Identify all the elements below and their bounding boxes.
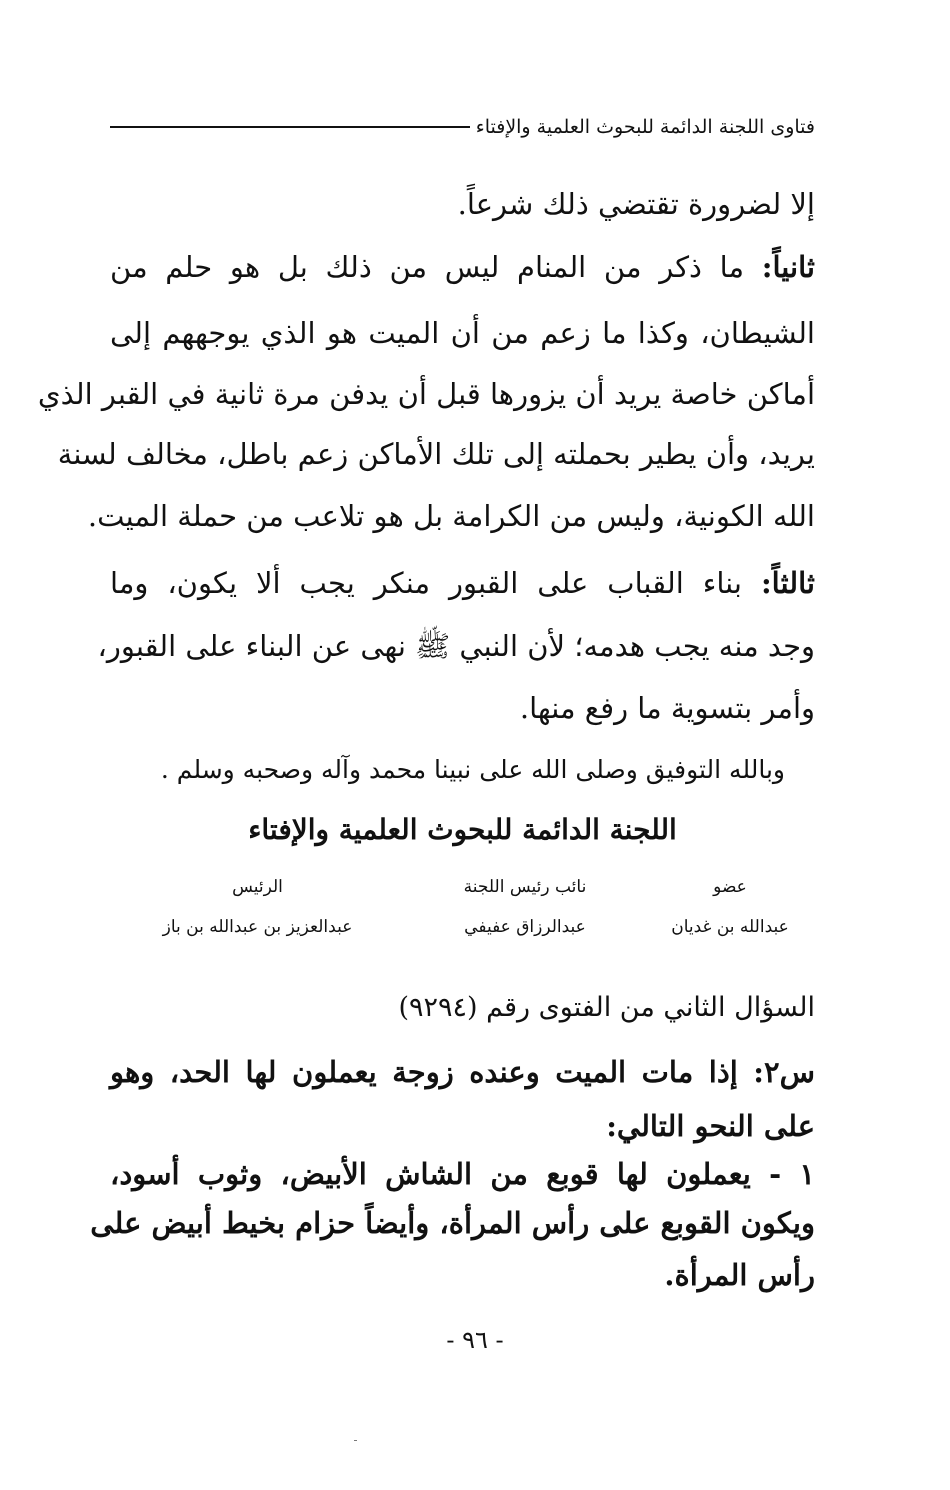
- text-line: الشيطان، وكذا ما زعم من أن الميت هو الذي يوجههم إلى: [110, 316, 815, 350]
- text-line: وجد منه يجب هدمه؛ لأن النبي ﷺ نهى عن البناء على القبور،: [97, 629, 815, 663]
- header-title: فتاوى اللجنة الدائمة للبحوث العلمية والإفتاء: [475, 116, 815, 138]
- scan-speck: [354, 1440, 357, 1441]
- item-line: ١ - يعملون لها قوبع من الشاش الأبيض، وثوب أسود،: [110, 1157, 815, 1191]
- text-span: ما ذكر من المنام ليس من ذلك بل هو حلم من: [110, 250, 745, 284]
- text-line: وأمر بتسوية ما رفع منها.: [519, 691, 815, 725]
- closing-line: وبالله التوفيق وصلى الله على نبينا محمد وآله وصحبه وسلم .: [160, 755, 785, 784]
- running-header: [110, 112, 815, 142]
- paragraph-label: ثالثاً:: [760, 566, 815, 600]
- role-deputy: نائب رئيس اللجنة: [463, 877, 587, 897]
- signature-roles: [110, 874, 815, 900]
- signature-names: [110, 914, 815, 940]
- item-line: ويكون القوبع على رأس المرأة، وأيضاً حزام بخيط أبيض على: [90, 1206, 815, 1240]
- question-heading: السؤال الثاني من الفتوى رقم (٩٢٩٤): [398, 992, 815, 1023]
- paragraph-second-line-1: [110, 247, 815, 287]
- text-line: أماكن خاصة يريد أن يزورها قبل أن يدفن مرة ثانية في القبر الذي: [37, 377, 815, 411]
- name-deputy: عبدالرزاق عفيفي: [464, 917, 586, 937]
- name-chairman: عبدالعزيز بن عبدالله بن باز: [162, 917, 353, 937]
- question-line: س٢: إذا مات الميت وعنده زوجة يعملون لها الحد، وهو: [110, 1055, 815, 1089]
- paragraph-third-line-1: [110, 563, 815, 603]
- committee-title: اللجنة الدائمة للبحوث العلمية والإفتاء: [248, 813, 677, 846]
- text-line: الله الكونية، وليس من الكرامة بل هو تلاعب من حملة الميت.: [87, 499, 815, 533]
- question-line: على النحو التالي:: [606, 1109, 815, 1143]
- page-number: - ٩٦ -: [446, 1326, 504, 1354]
- role-chairman: الرئيس: [232, 877, 283, 897]
- text-line: يريد، وأن يطير بحملته إلى تلك الأماكن زعم باطل، مخالف لسنة: [57, 437, 815, 471]
- text-span: بناء القباب على القبور منكر يجب ألا يكون، وما: [110, 566, 742, 600]
- paragraph-label: ثانياً:: [761, 250, 816, 284]
- item-line: رأس المرأة.: [664, 1258, 815, 1292]
- role-member: عضو: [713, 877, 747, 897]
- text-line: إلا لضرورة تقتضي ذلك شرعاً.: [457, 187, 815, 221]
- header-rule: [110, 126, 470, 128]
- name-member: عبدالله بن غديان: [671, 917, 789, 937]
